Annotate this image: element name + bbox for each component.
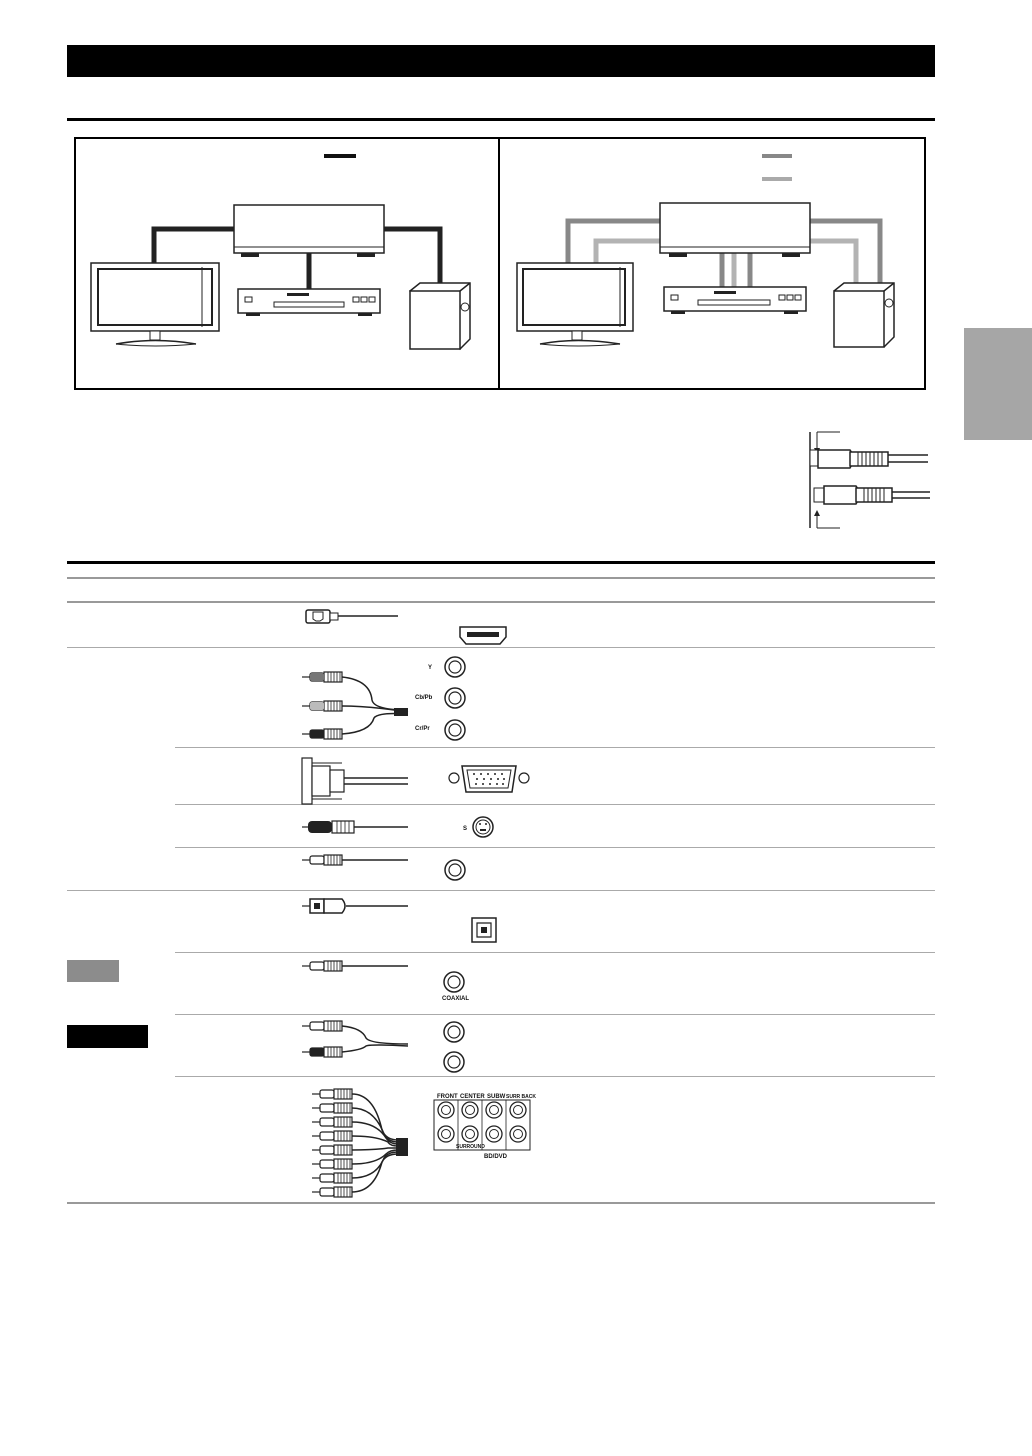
svideo-cable-icon [302,821,408,833]
receiver-icon [234,205,384,257]
analog-audio-jacks-icon [444,1022,464,1072]
component-cable-icon [302,672,408,739]
multich-surr-back-label: SURR BACK [506,1094,536,1100]
vga-cable-icon [302,758,408,804]
header-title [67,52,77,69]
svideo-jack-icon [463,817,493,837]
component-y-label: Y [428,665,433,671]
coaxial-jack-icon [442,972,469,1002]
coaxial-label: COAXIAL [442,996,469,1002]
composite-jack-icon [445,860,465,880]
plug-insertion-illustration [800,430,935,535]
component-cr-label: Cr/Pr [415,726,430,732]
legend-swatch-light-grey [762,177,792,181]
vga-jack-icon [449,766,529,792]
speaker-icon [410,283,470,349]
connector-illustrations [290,600,550,1205]
multichannel-cable-icon [312,1089,408,1197]
side-tab [964,328,1032,440]
multichannel-jacks-icon [434,1094,536,1160]
tip-label-block [67,1025,148,1048]
row-divider-component [175,747,935,748]
legend-swatch-dark-grey [762,154,792,158]
row-divider-vga [175,804,935,805]
multich-source-label: BD/DVD [484,1154,508,1160]
multich-surround-label: SURROUND [456,1144,485,1150]
composite-cable-icon [302,855,408,865]
disc-player-icon [664,287,806,314]
connection-diagram [74,137,926,390]
row-divider-optical [175,952,935,953]
svideo-label: S [463,826,468,832]
row-divider-svideo [175,847,935,848]
table-header-top [67,577,935,579]
note-label-block [67,960,119,982]
optical-cable-icon [302,899,408,913]
analog-audio-cable-icon [302,1021,408,1057]
row-divider-analog [175,1076,935,1077]
row-divider-coaxial [175,1014,935,1015]
hdmi-cable-icon [306,610,398,623]
disc-player-icon [238,289,380,316]
component-jacks-icon [415,657,465,740]
hdmi-jack-icon [460,627,506,644]
header-bar [67,45,935,77]
multich-center-label: CENTER [460,1094,485,1100]
optical-jack-icon [472,918,496,942]
section-rule-table [67,561,935,564]
multich-subw-label: SUBW [487,1094,506,1100]
receiver-icon [660,203,810,257]
legend-swatch-black [324,154,356,158]
multich-front-label: FRONT [437,1094,458,1100]
component-cb-label: Cb/Pb [415,695,433,701]
coaxial-cable-icon [302,961,408,971]
section-rule-top [67,118,935,121]
